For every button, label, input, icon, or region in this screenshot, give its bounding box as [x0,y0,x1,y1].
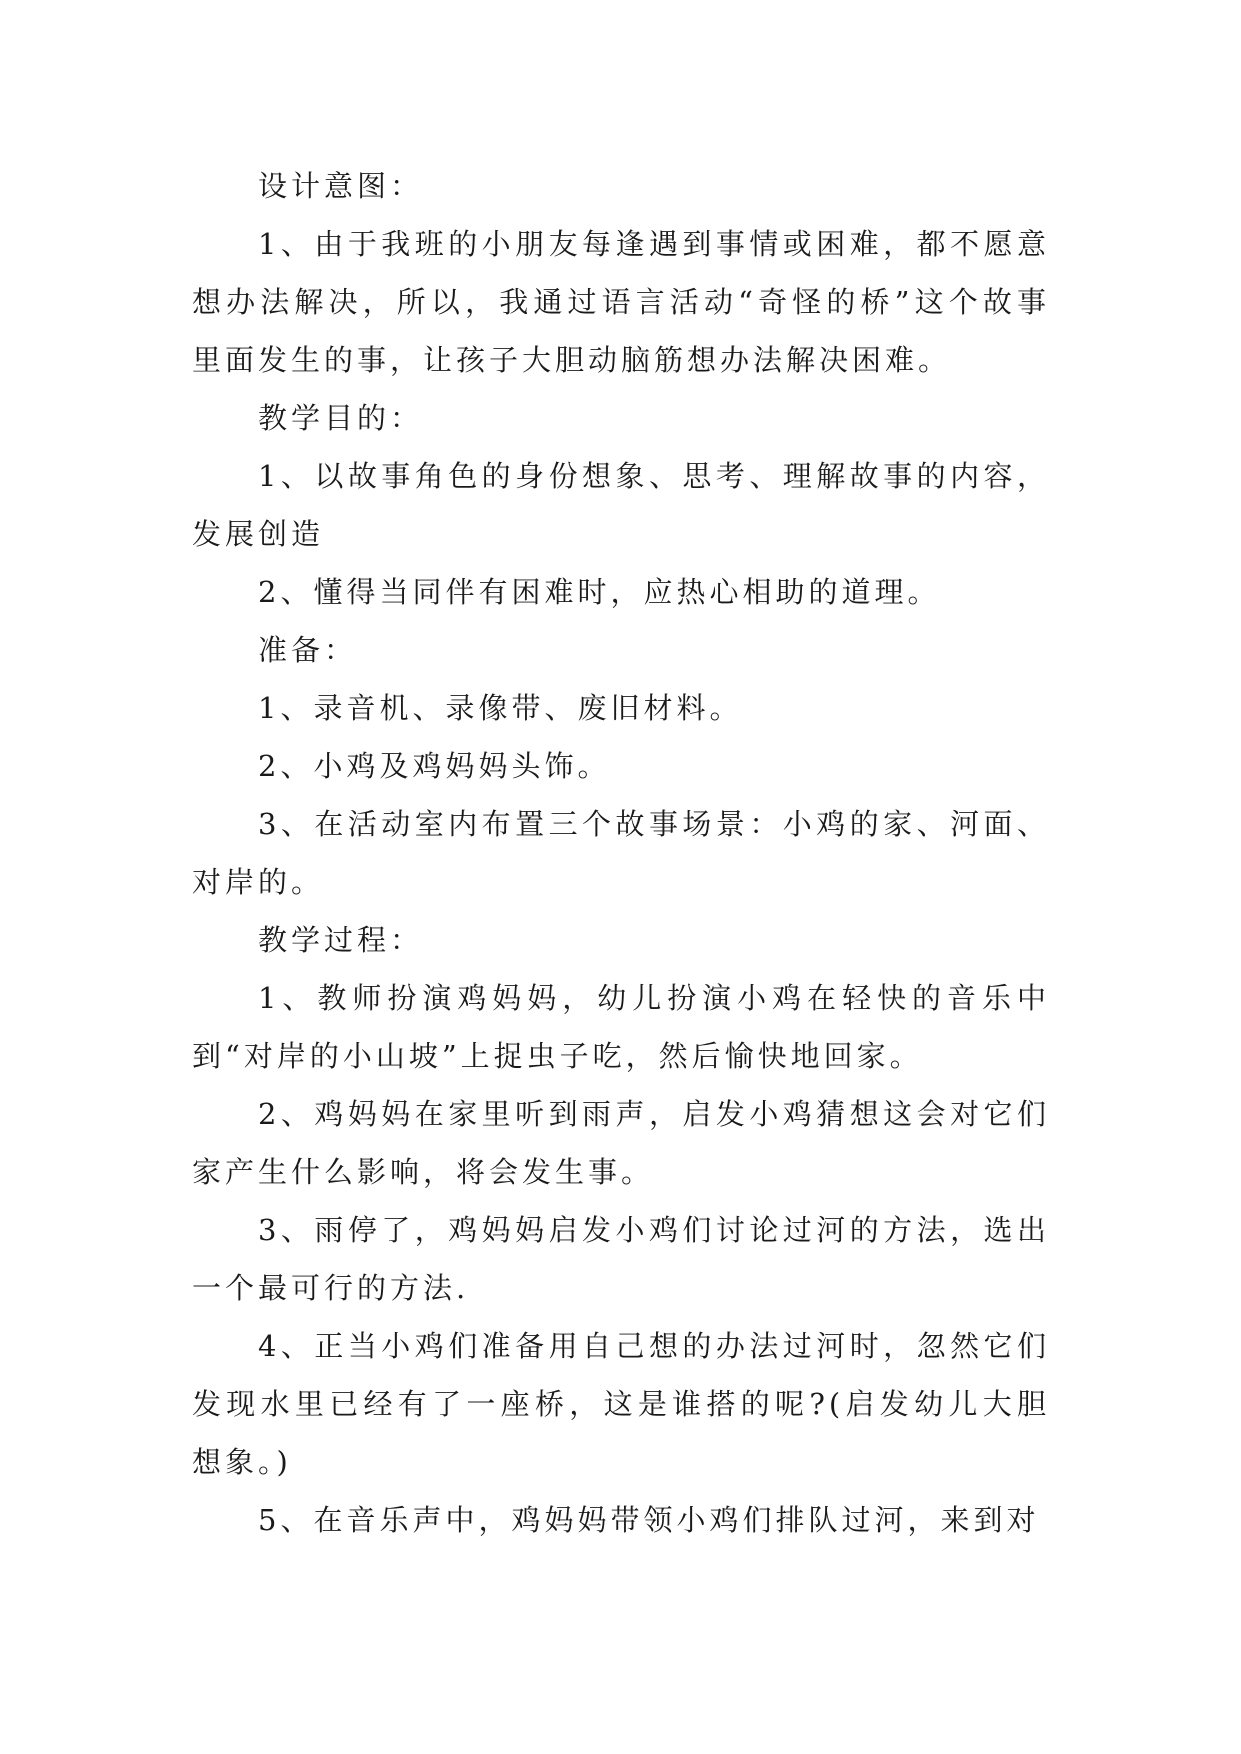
heading-teaching-goals: 教学目的： [258,401,424,435]
paragraph-process-5: 5、在音乐声中，鸡妈妈带领小鸡们排队过河，来到对 [258,1503,1040,1537]
heading-preparation: 准备： [258,633,358,667]
paragraph-prep-1: 1、录音机、录像带、废旧材料。 [258,691,743,725]
paragraph-prep-3: 3、在活动室内布置三个故事场景：小鸡的家、河面、对岸的。 [192,807,1050,899]
heading-teaching-process: 教学过程： [258,923,424,957]
paragraph-process-2: 2、鸡妈妈在家里听到雨声，启发小鸡猜想这会对它们家产生什么影响，将会发生事。 [192,1097,1050,1189]
paragraph-goal-1: 1、以故事角色的身份想象、思考、理解故事的内容，发展创造 [192,459,1050,551]
paragraph-process-1: 1、教师扮演鸡妈妈，幼儿扮演小鸡在轻快的音乐中到“对岸的小山坡”上捉虫子吃，然后愉快地回家。 [192,981,1050,1073]
paragraph-prep-2: 2、小鸡及鸡妈妈头饰。 [258,749,611,783]
paragraph-goal-2: 2、懂得当同伴有困难时，应热心相助的道理。 [258,575,941,609]
paragraph-design-intent-1: 1、由于我班的小朋友每逢遇到事情或困难，都不愿意想办法解决，所以，我通过语言活动“奇怪的桥”这个故事里面发生的事，让孩子大胆动脑筋想办法解决困难。 [192,227,1050,377]
paragraph-process-3: 3、雨停了，鸡妈妈启发小鸡们讨论过河的方法，选出一个最可行的方法. [192,1213,1050,1305]
document-body [192,157,1050,1549]
heading-design-intent: 设计意图： [258,169,424,203]
paragraph-process-4: 4、正当小鸡们准备用自己想的办法过河时，忽然它们发现水里已经有了一座桥，这是谁搭的呢?(启发幼儿大胆想象。) [192,1329,1050,1479]
